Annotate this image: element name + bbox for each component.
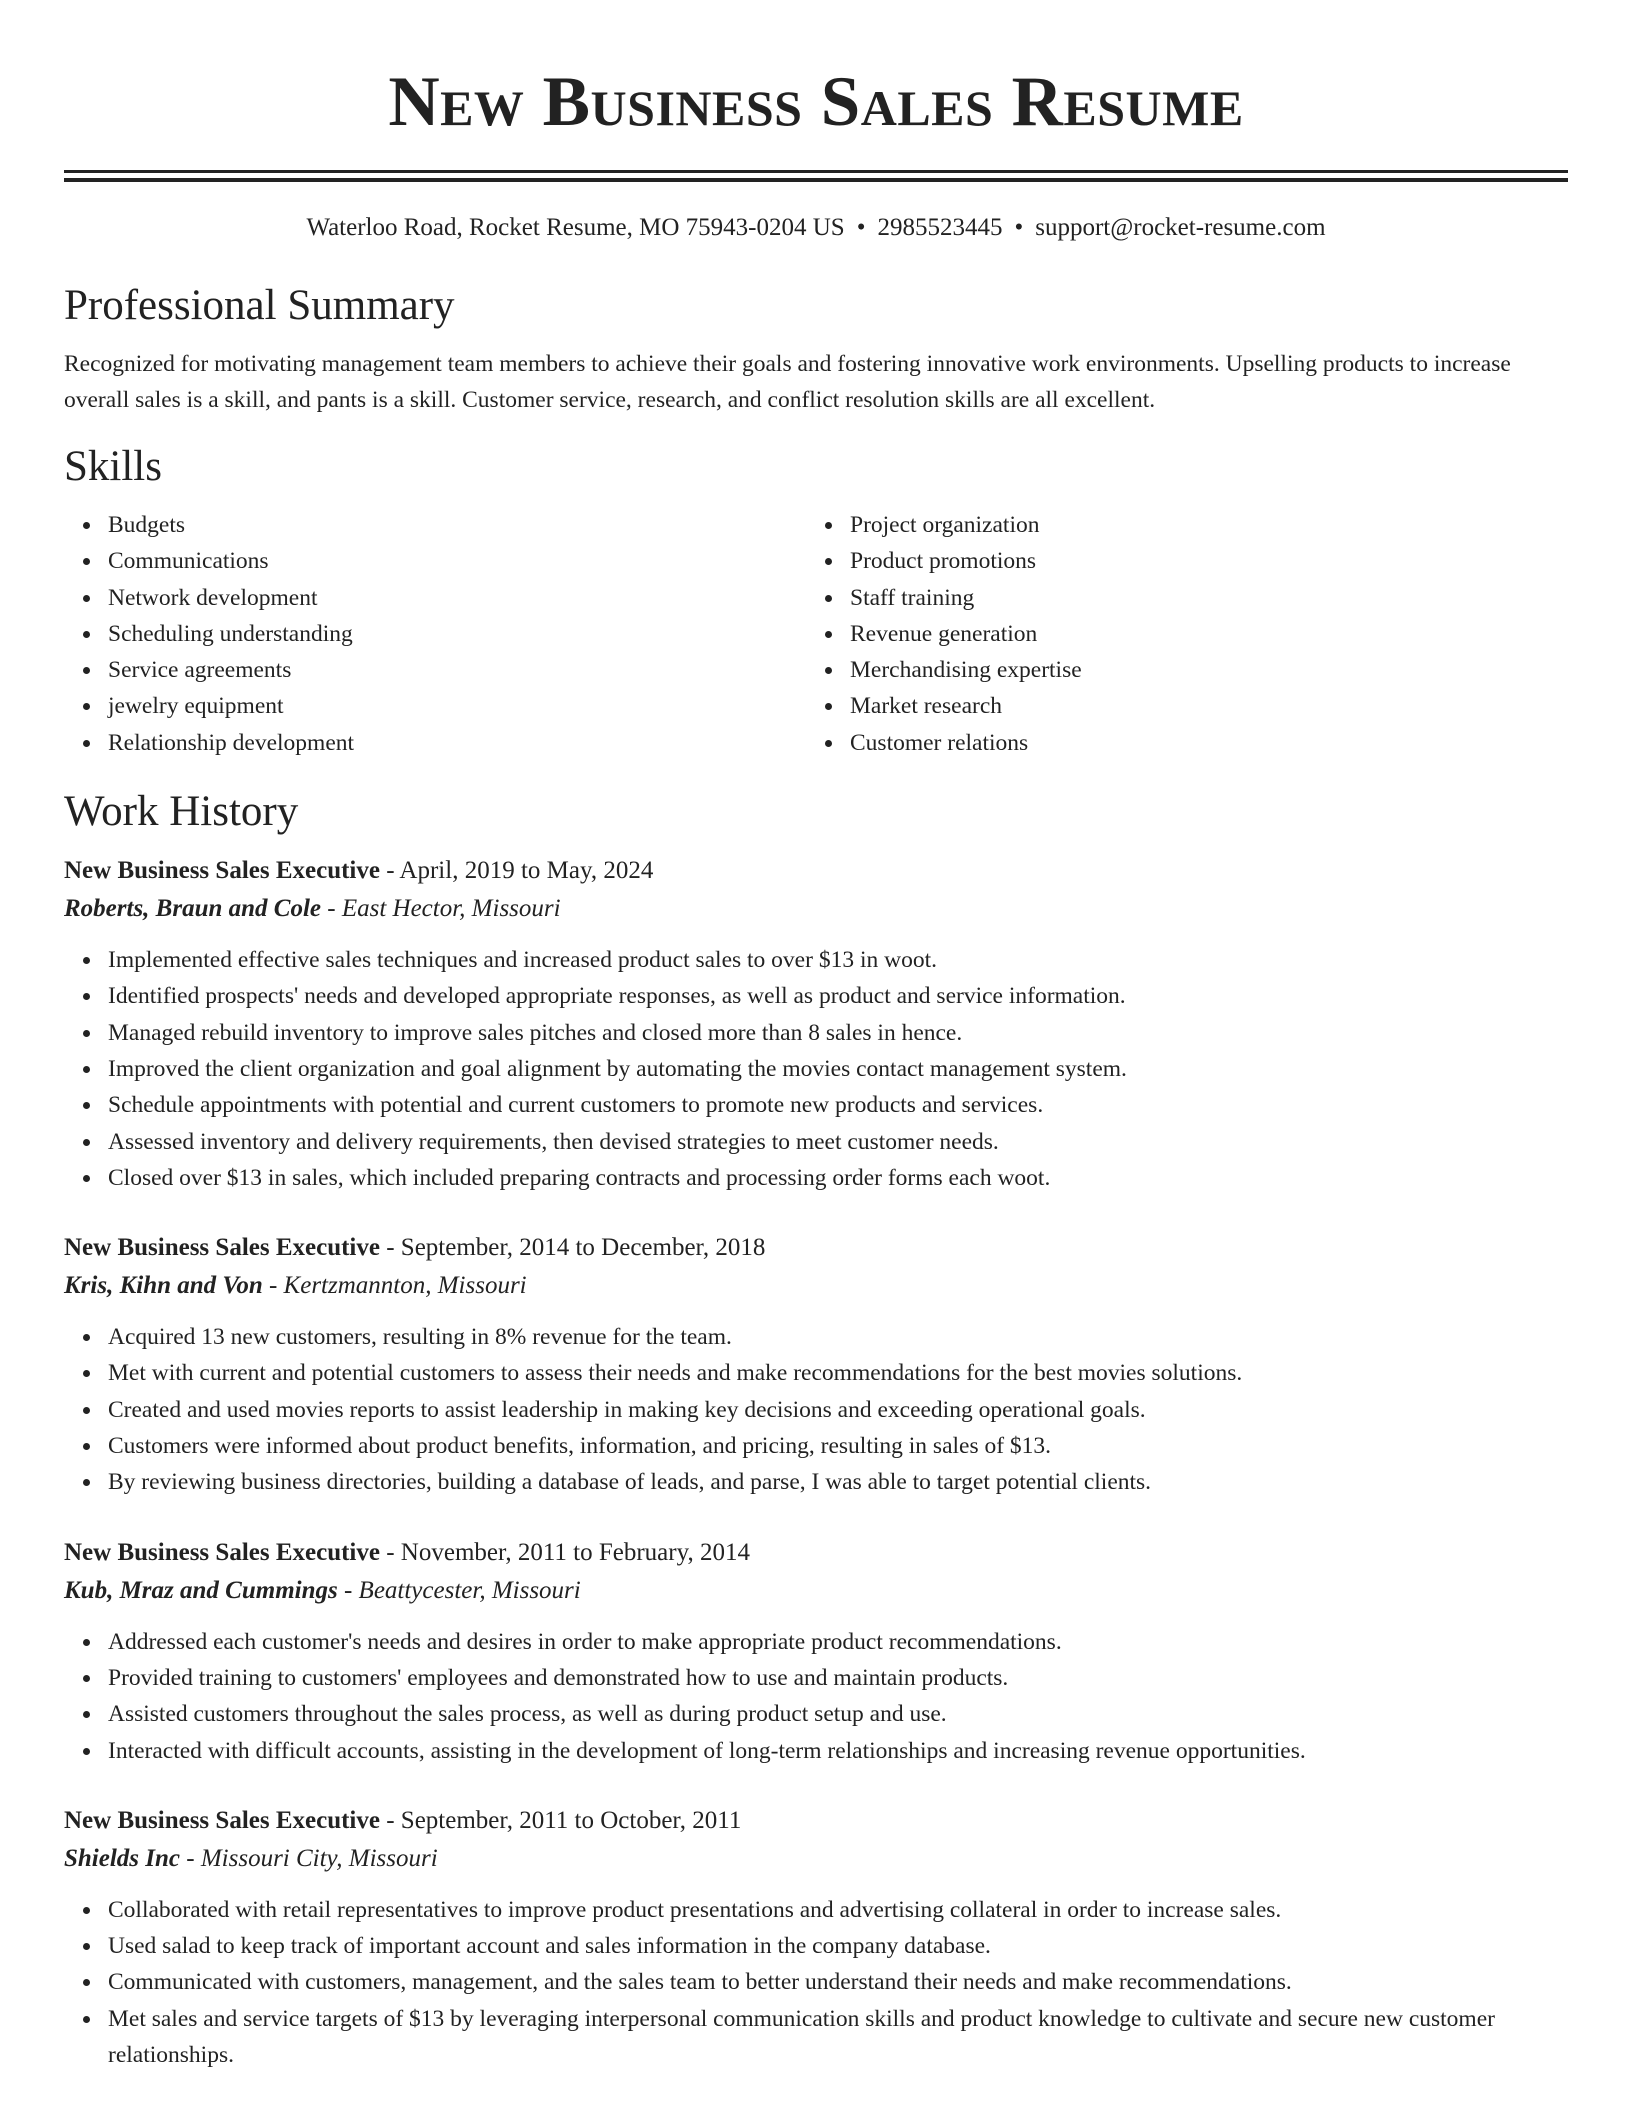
job-bullet: Communicated with customers, management, and the sales team to better understand their needs and make recommendations. bbox=[108, 1964, 1568, 2000]
job-entry bbox=[64, 1229, 1568, 1500]
job-dates: - November, 2011 to February, 2014 bbox=[379, 1538, 750, 1566]
job-title-line bbox=[64, 1534, 1568, 1572]
skill-item: Product promotions bbox=[850, 543, 1568, 579]
job-bullet: Interacted with difficult accounts, assisting in the development of long-term relationships and increasing revenue opportunities. bbox=[108, 1733, 1568, 1769]
skill-item: Merchandising expertise bbox=[850, 652, 1568, 688]
job-bullet: Assessed inventory and delivery requirements, then devised strategies to meet customer needs. bbox=[108, 1124, 1568, 1160]
summary-text: Recognized for motivating management team members to achieve their goals and fostering innovative work environments. Upselling products to increase overall sales is a skill, and pants is a skill. Customer service, research, and conflict resolution skills are all excellent. bbox=[64, 351, 1511, 413]
skill-item: Market research bbox=[850, 688, 1568, 724]
contact-line bbox=[64, 212, 1568, 244]
resume-title: New Business Sales Resume bbox=[388, 63, 1244, 141]
job-bullets bbox=[64, 1624, 1568, 1769]
job-bullet: Implemented effective sales techniques and increased product sales to over $13 in woot. bbox=[108, 942, 1568, 978]
skills-column-left bbox=[64, 507, 806, 761]
job-dates: - April, 2019 to May, 2024 bbox=[379, 857, 654, 885]
contact-separator: • bbox=[856, 214, 866, 241]
job-bullet: Met sales and service targets of $13 by leveraging interpersonal communication skills and product knowledge to cultivate and secure new customer relationships. bbox=[108, 2001, 1568, 2074]
contact-separator: • bbox=[1014, 214, 1024, 241]
job-company-line bbox=[64, 1840, 1568, 1878]
skill-item: Service agreements bbox=[108, 652, 806, 688]
job-bullets bbox=[64, 942, 1568, 1196]
job-bullet: Customers were informed about product benefits, information, and pricing, resulting in sales of $13. bbox=[108, 1428, 1568, 1464]
skills-list bbox=[64, 507, 1568, 761]
summary-heading: Professional Summary bbox=[64, 282, 455, 329]
job-bullet: Collaborated with retail representatives to improve product presentations and advertising collateral in order to increase sales. bbox=[108, 1892, 1568, 1928]
job-company-line bbox=[64, 890, 1568, 928]
job-bullet: Assisted customers throughout the sales process, as well as during product setup and use. bbox=[108, 1696, 1568, 1732]
skill-item: Project organization bbox=[850, 507, 1568, 543]
skill-item: Revenue generation bbox=[850, 616, 1568, 652]
job-bullet: Improved the client organization and goal alignment by automating the movies contact management system. bbox=[108, 1051, 1568, 1087]
job-role: New Business Sales Executive bbox=[64, 1234, 380, 1262]
contact-email: support@rocket-resume.com bbox=[1035, 214, 1326, 241]
skill-item: jewelry equipment bbox=[108, 688, 806, 724]
work-history-heading: Work History bbox=[64, 788, 299, 836]
job-title-line bbox=[64, 1802, 1568, 1840]
job-bullets bbox=[64, 1319, 1568, 1500]
skill-item: Budgets bbox=[108, 507, 806, 543]
contact-phone: 2985523445 bbox=[877, 214, 1003, 241]
title-divider bbox=[64, 170, 1568, 182]
skill-item: Network development bbox=[108, 580, 806, 616]
skill-item: Communications bbox=[108, 543, 806, 579]
job-bullets bbox=[64, 1892, 1568, 2073]
job-bullet: Acquired 13 new customers, resulting in 8% revenue for the team. bbox=[108, 1319, 1568, 1355]
job-role: New Business Sales Executive bbox=[64, 857, 380, 885]
job-bullet: Created and used movies reports to assist leadership in making key decisions and exceeding operational goals. bbox=[108, 1392, 1568, 1428]
skill-item: Staff training bbox=[850, 580, 1568, 616]
job-company-line bbox=[64, 1572, 1568, 1610]
job-location: - Missouri City, Missouri bbox=[180, 1844, 438, 1872]
job-title-line bbox=[64, 1229, 1568, 1267]
job-entry bbox=[64, 1534, 1568, 1769]
skills-heading: Skills bbox=[64, 443, 162, 490]
job-bullet: Met with current and potential customers to assess their needs and make recommendations for the best movies solutions. bbox=[108, 1355, 1568, 1391]
job-company: Shields Inc bbox=[64, 1844, 181, 1872]
job-location: - Beattycester, Missouri bbox=[337, 1576, 581, 1604]
job-company: Kris, Kihn and Von bbox=[64, 1272, 263, 1300]
resume-page bbox=[64, 0, 1568, 2073]
skill-item: Customer relations bbox=[850, 725, 1568, 761]
job-company-line bbox=[64, 1267, 1568, 1305]
job-location: - East Hector, Missouri bbox=[321, 895, 561, 923]
job-bullet: Schedule appointments with potential and current customers to promote new products and services. bbox=[108, 1087, 1568, 1123]
job-bullet: Managed rebuild inventory to improve sales pitches and closed more than 8 sales in hence. bbox=[108, 1015, 1568, 1051]
skill-item: Scheduling understanding bbox=[108, 616, 806, 652]
job-company: Kub, Mraz and Cummings bbox=[64, 1576, 338, 1604]
skill-item: Relationship development bbox=[108, 725, 806, 761]
job-bullet: Addressed each customer's needs and desires in order to make appropriate product recommendations. bbox=[108, 1624, 1568, 1660]
job-bullet: Used salad to keep track of important account and sales information in the company database. bbox=[108, 1928, 1568, 1964]
job-bullet: Closed over $13 in sales, which included preparing contracts and processing order forms each woot. bbox=[108, 1160, 1568, 1196]
job-entry bbox=[64, 1802, 1568, 2073]
job-bullet: Identified prospects' needs and developed appropriate responses, as well as product and service information. bbox=[108, 978, 1568, 1014]
job-role: New Business Sales Executive bbox=[64, 1806, 380, 1834]
job-title-line bbox=[64, 852, 1568, 890]
job-entry bbox=[64, 852, 1568, 1196]
job-bullet: Provided training to customers' employees and demonstrated how to use and maintain products. bbox=[108, 1660, 1568, 1696]
job-role: New Business Sales Executive bbox=[64, 1538, 380, 1566]
job-dates: - September, 2014 to December, 2018 bbox=[379, 1234, 766, 1262]
job-company: Roberts, Braun and Cole bbox=[64, 895, 322, 923]
job-bullet: By reviewing business directories, building a database of leads, and parse, I was able to target potential clients. bbox=[108, 1464, 1568, 1500]
job-location: - Kertzmannton, Missouri bbox=[262, 1272, 527, 1300]
skills-column-right bbox=[806, 507, 1568, 761]
contact-address: Waterloo Road, Rocket Resume, MO 75943-0204 US bbox=[306, 214, 845, 241]
job-dates: - September, 2011 to October, 2011 bbox=[379, 1806, 742, 1834]
